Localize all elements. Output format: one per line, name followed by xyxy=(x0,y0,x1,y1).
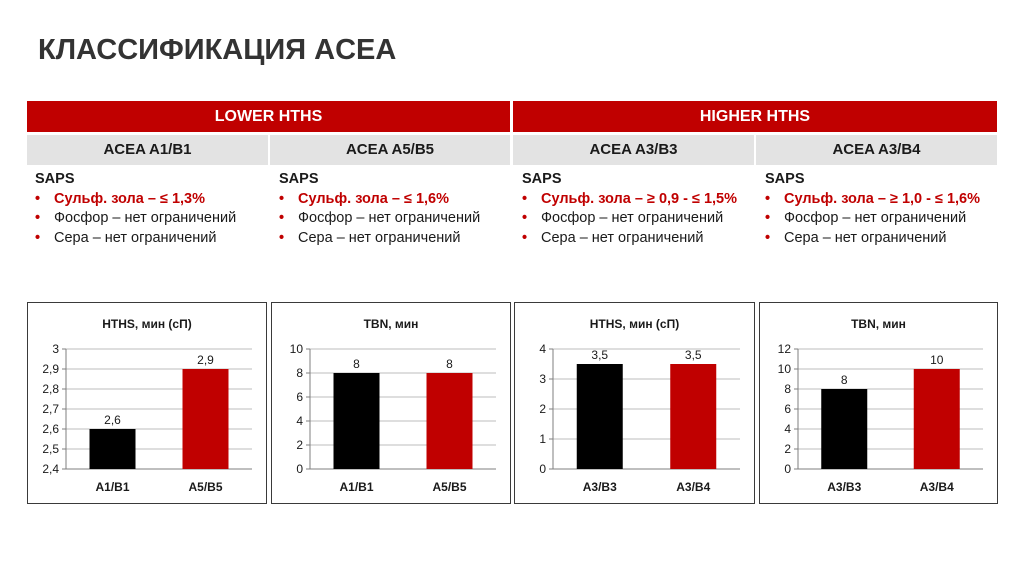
bar xyxy=(183,369,229,469)
spec-item-phosphorus xyxy=(35,209,236,229)
spec-text: Сера – нет ограничений xyxy=(298,229,461,246)
y-tick-label: 2 xyxy=(784,442,791,456)
y-tick-label: 6 xyxy=(296,390,303,404)
bar xyxy=(914,369,960,469)
bar xyxy=(821,389,867,469)
column-header-a3b4: ACEA A3/B4 xyxy=(756,135,997,165)
bullet-icon: • xyxy=(765,229,771,246)
spec-item-ash xyxy=(279,190,480,210)
group-header-lower-hths: LOWER HTHS xyxy=(27,101,510,132)
spec-text: Сульф. зола – ≥ 0,9 - ≤ 1,5% xyxy=(541,190,738,207)
spec-text: Сульф. зола – ≤ 1,6% xyxy=(298,190,449,207)
bar xyxy=(427,373,473,469)
x-tick-label: A5/B5 xyxy=(188,480,223,494)
data-label: 2,9 xyxy=(197,353,214,367)
chart-svg xyxy=(515,303,754,503)
spec-text: Фосфор – нет ограничений xyxy=(54,210,237,226)
column-header-a3b3: ACEA A3/B3 xyxy=(513,135,754,165)
y-tick-label: 2,6 xyxy=(42,422,59,436)
spec-item-ash xyxy=(522,190,737,210)
spec-item-ash xyxy=(765,190,980,210)
column-header-a5b5: ACEA A5/B5 xyxy=(270,135,510,165)
y-tick-label: 2,7 xyxy=(42,402,59,416)
chart-svg xyxy=(28,303,266,503)
x-tick-label: A3/B4 xyxy=(919,480,954,494)
spec-item-phosphorus xyxy=(765,209,980,229)
spec-text: Фосфор – нет ограничений xyxy=(541,210,724,226)
bullet-icon: • xyxy=(35,229,41,246)
bullet-icon: • xyxy=(279,229,285,246)
y-tick-label: 4 xyxy=(539,342,546,356)
data-label: 8 xyxy=(353,357,360,371)
data-label: 3,5 xyxy=(591,348,609,362)
y-tick-label: 10 xyxy=(777,362,791,376)
y-tick-label: 2,4 xyxy=(42,462,59,476)
spec-text: Фосфор – нет ограничений xyxy=(298,210,481,226)
x-tick-label: A3/B4 xyxy=(676,480,711,494)
y-tick-label: 2,9 xyxy=(42,362,59,376)
y-tick-label: 0 xyxy=(784,462,791,476)
spec-text: Сера – нет ограничений xyxy=(784,229,947,246)
y-tick-label: 0 xyxy=(296,462,303,476)
saps-label: SAPS xyxy=(522,171,562,187)
chart-title: HTHS, мин (сП) xyxy=(102,317,192,331)
x-tick-label: A1/B1 xyxy=(95,480,130,494)
spec-item-phosphorus xyxy=(279,209,480,229)
spec-text: Сульф. зола – ≥ 1,0 - ≤ 1,6% xyxy=(784,190,981,207)
bullet-icon: • xyxy=(522,210,528,226)
spec-text: Фосфор – нет ограничений xyxy=(784,210,967,226)
chart-svg xyxy=(760,303,997,503)
spec-block-a1b1 xyxy=(35,170,236,248)
spec-block-a5b5 xyxy=(279,170,480,248)
page-title: КЛАССИФИКАЦИЯ ACEA xyxy=(38,34,397,66)
group-header-higher-hths: HIGHER HTHS xyxy=(513,101,997,132)
bullet-icon: • xyxy=(522,190,528,207)
saps-label: SAPS xyxy=(279,171,319,187)
bar xyxy=(670,364,716,469)
y-tick-label: 2 xyxy=(539,402,546,416)
chart-title: HTHS, мин (сП) xyxy=(589,317,680,331)
y-tick-label: 1 xyxy=(539,432,546,446)
chart-tbn-a1b1-a5b5 xyxy=(271,302,511,504)
spec-item-sulfur xyxy=(35,229,236,249)
y-tick-label: 2 xyxy=(296,438,303,452)
chart-hths-a3b3-a3b4 xyxy=(514,302,755,504)
saps-label: SAPS xyxy=(35,171,75,187)
y-tick-label: 6 xyxy=(784,402,791,416)
y-tick-label: 10 xyxy=(289,342,303,356)
spec-item-sulfur xyxy=(279,229,480,249)
y-tick-label: 8 xyxy=(296,366,303,380)
data-label: 8 xyxy=(840,373,848,387)
chart-hths-a1b1-a5b5 xyxy=(27,302,267,504)
y-tick-label: 12 xyxy=(777,342,791,356)
bullet-icon: • xyxy=(765,210,771,226)
spec-text: Сера – нет ограничений xyxy=(541,229,704,246)
x-tick-label: A5/B5 xyxy=(432,480,467,494)
bullet-icon: • xyxy=(279,190,285,207)
data-label: 2,6 xyxy=(104,413,121,427)
y-tick-label: 8 xyxy=(784,382,791,396)
chart-title: TBN, мин xyxy=(363,317,419,331)
y-tick-label: 4 xyxy=(296,414,303,428)
x-tick-label: A3/B3 xyxy=(827,480,862,494)
y-tick-label: 3 xyxy=(539,372,546,386)
spec-item-phosphorus xyxy=(522,209,737,229)
bar xyxy=(577,364,623,469)
spec-item-sulfur xyxy=(765,229,980,249)
chart-svg xyxy=(272,303,510,503)
bar xyxy=(90,429,136,469)
y-tick-label: 2,5 xyxy=(42,442,59,456)
bullet-icon: • xyxy=(35,210,41,226)
y-tick-label: 3 xyxy=(52,342,59,356)
y-tick-label: 0 xyxy=(539,462,546,476)
data-label: 8 xyxy=(446,357,453,371)
y-tick-label: 2,8 xyxy=(42,382,59,396)
spec-item-sulfur xyxy=(522,229,737,249)
data-label: 3,5 xyxy=(684,348,702,362)
x-tick-label: A1/B1 xyxy=(339,480,374,494)
chart-tbn-a3b3-a3b4 xyxy=(759,302,998,504)
bullet-icon: • xyxy=(35,190,41,207)
chart-title: TBN, мин xyxy=(851,317,906,331)
spec-block-a3b4 xyxy=(765,170,980,248)
spec-block-a3b3 xyxy=(522,170,737,248)
spec-item-ash xyxy=(35,190,236,210)
saps-label: SAPS xyxy=(765,171,805,187)
bullet-icon: • xyxy=(522,229,528,246)
bullet-icon: • xyxy=(765,190,771,207)
bullet-icon: • xyxy=(279,210,285,226)
column-header-a1b1: ACEA A1/B1 xyxy=(27,135,268,165)
bar xyxy=(334,373,380,469)
spec-text: Сера – нет ограничений xyxy=(54,229,217,246)
spec-text: Сульф. зола – ≤ 1,3% xyxy=(54,190,205,207)
data-label: 10 xyxy=(930,353,944,367)
y-tick-label: 4 xyxy=(784,422,791,436)
x-tick-label: A3/B3 xyxy=(582,480,617,494)
